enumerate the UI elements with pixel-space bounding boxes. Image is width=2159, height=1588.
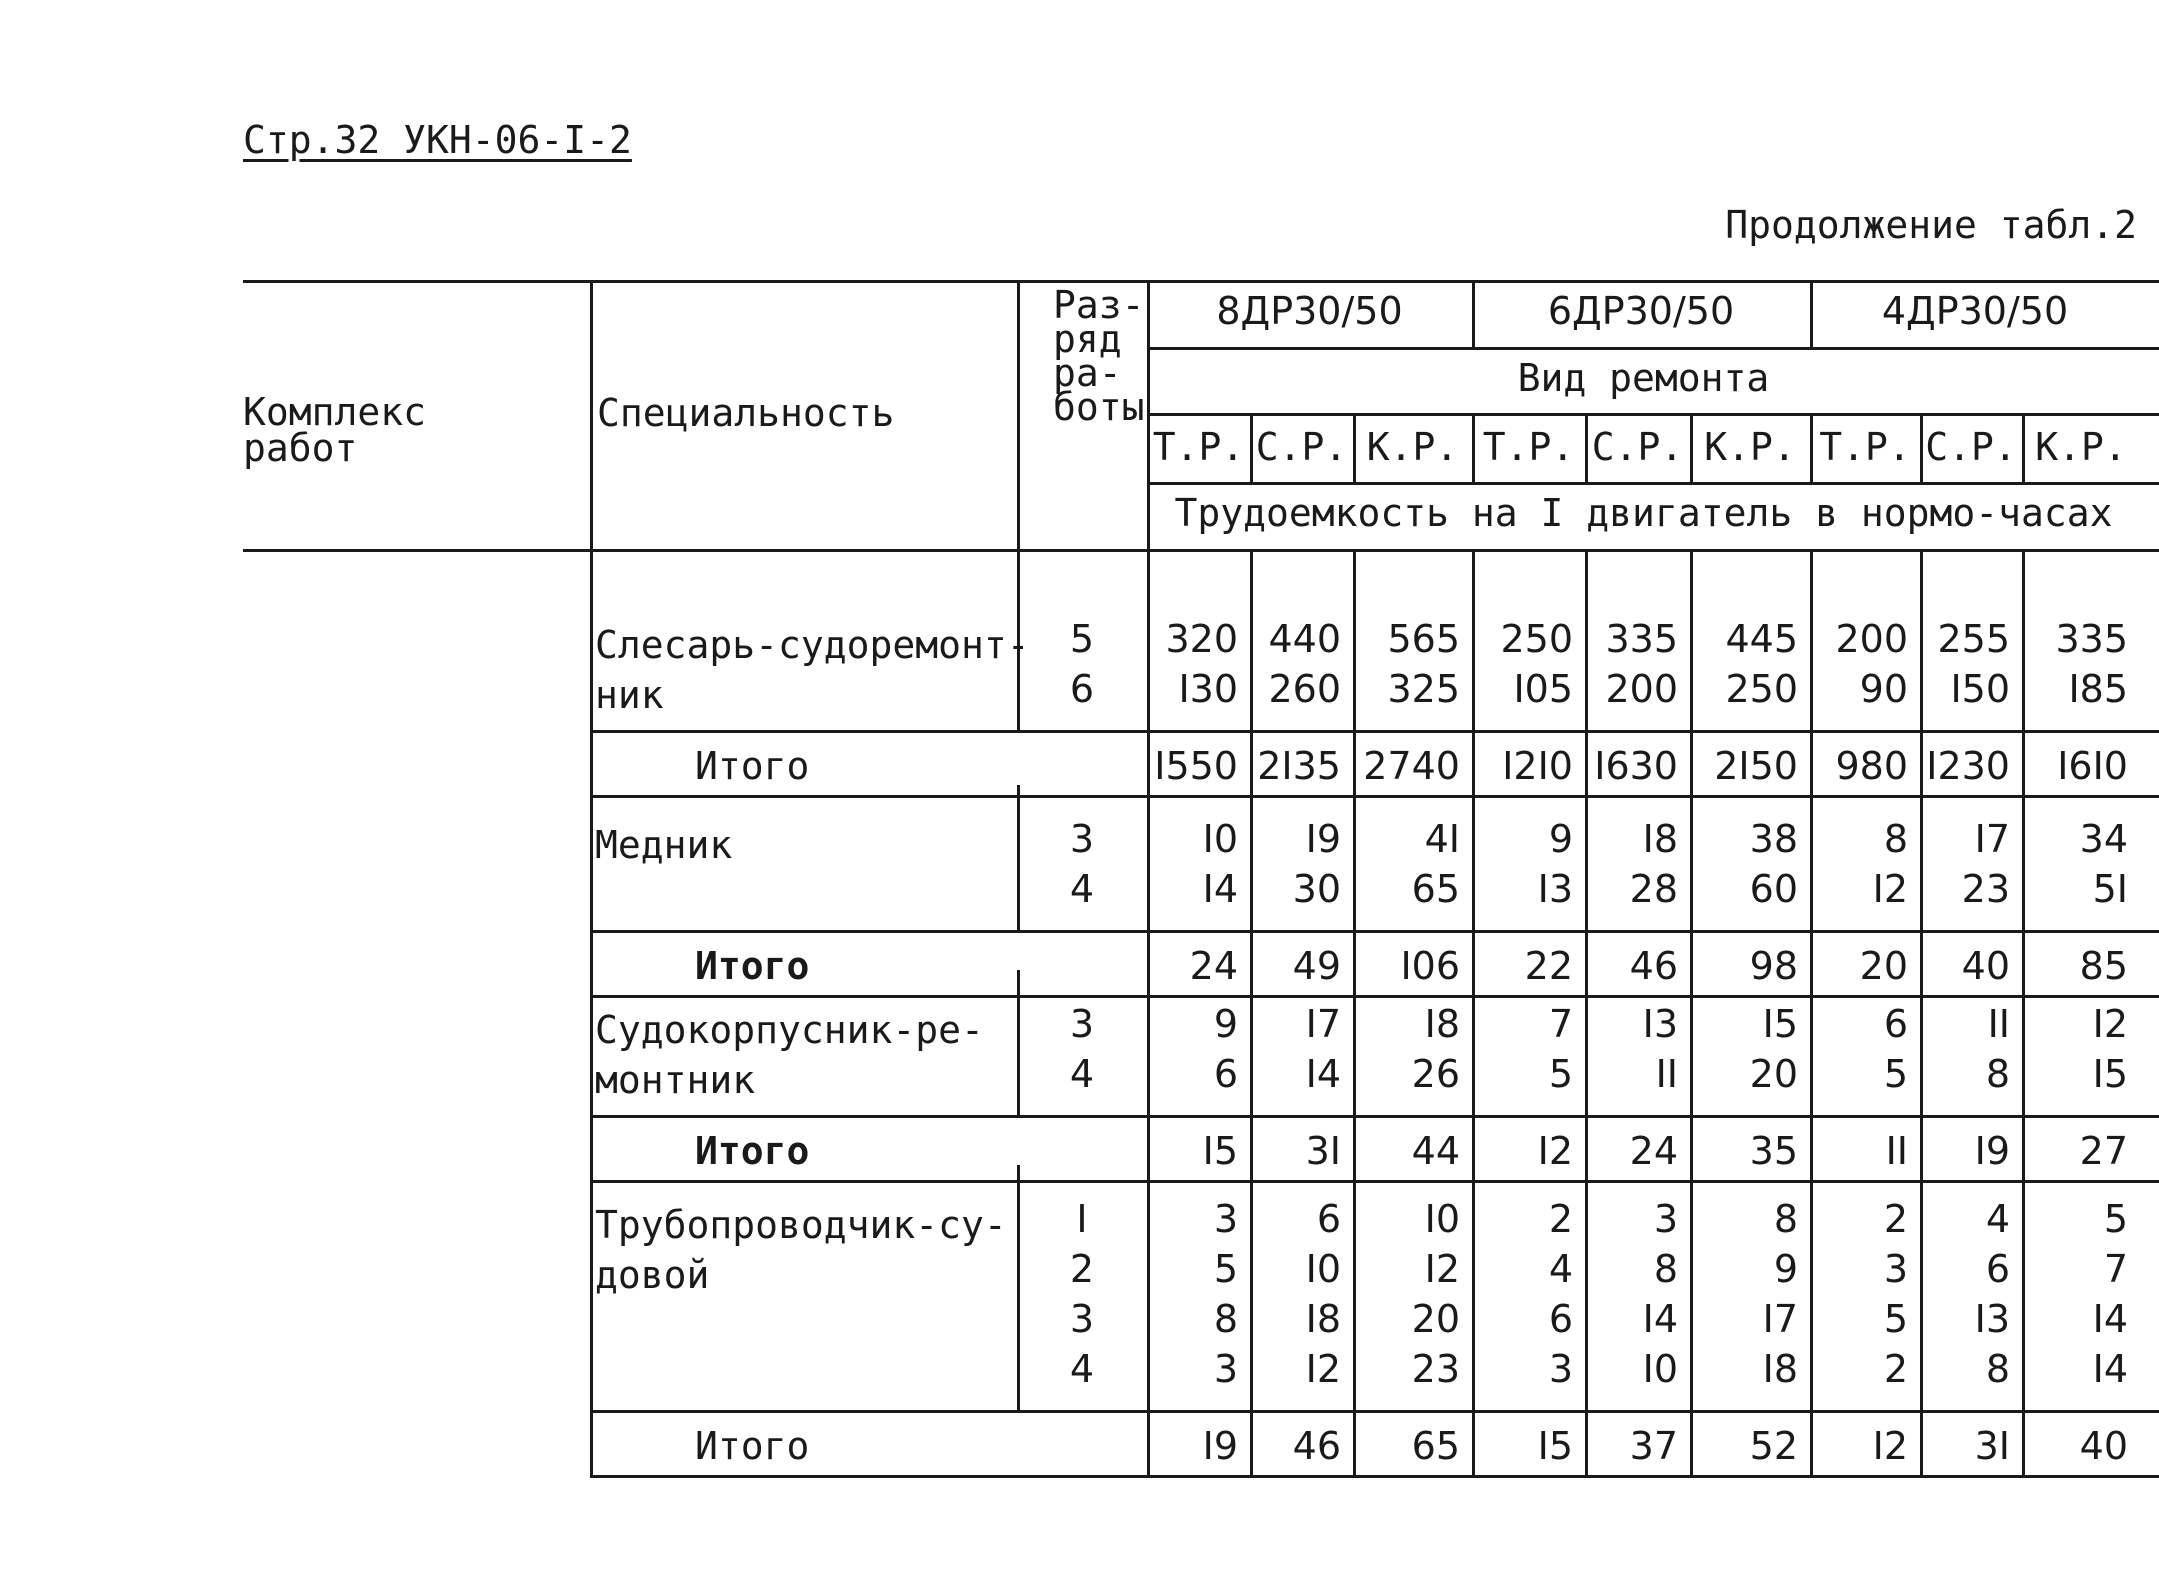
row-left-rule [590,785,593,995]
grade-value: 3 [1069,1297,1095,1341]
total-value: I230 [1926,744,2010,788]
labor-value: 9 [1548,817,1573,861]
labor-value: I4 [1202,867,1238,911]
labor-value: 250 [1500,617,1573,661]
total-top-rule [590,730,2159,733]
labor-value: II [1987,1002,2010,1046]
labor-value: 440 [1268,617,1341,661]
total-value: 2I50 [1714,744,1798,788]
total-value: I2 [1537,1129,1573,1173]
total-value: 40 [2079,1424,2128,1468]
labor-value: 255 [1937,617,2010,661]
repair-type-header: К.Р. [1366,425,1459,469]
labor-value: 3 [1548,1347,1573,1391]
labor-value: 5 [2103,1197,2128,1241]
labor-value: I8 [1762,1347,1798,1391]
labor-value: 9 [1213,1002,1238,1046]
total-top-rule [590,1410,2159,1413]
total-value: 46 [1629,944,1678,988]
labor-value: 20 [1411,1297,1460,1341]
labor-value: I0 [1305,1247,1341,1291]
labor-value: 9 [1773,1247,1798,1291]
repair-type-header: Т.Р. [1482,425,1575,469]
labor-value: I4 [2092,1347,2128,1391]
grade-value: 2 [1069,1247,1095,1291]
total-value: I9 [1974,1129,2010,1173]
grade-value: 5 [1069,617,1095,661]
labor-value: 8 [1653,1247,1678,1291]
labor-value: I7 [1305,1002,1341,1046]
labor-value: 8 [1773,1197,1798,1241]
total-value: I2 [1872,1424,1908,1468]
total-value: 20 [1859,944,1908,988]
grade-value: 6 [1069,667,1095,711]
total-value: 44 [1411,1129,1460,1173]
labor-value: I3 [1642,1002,1678,1046]
labor-value: 23 [1961,867,2010,911]
total-value: 27 [2079,1129,2128,1173]
labor-value: I0 [1202,817,1238,861]
labor-value: 5 [1548,1052,1573,1096]
labor-value: I50 [1950,667,2010,711]
labor-value: I3 [1537,867,1573,911]
labor-value: 200 [1835,617,1908,661]
labor-value: 23 [1411,1347,1460,1391]
row-left-rule [590,970,593,1180]
labor-value: 2 [1883,1197,1908,1241]
total-value: 3I [1974,1424,2010,1468]
grade-value: 4 [1069,1347,1095,1391]
total-value: 98 [1749,944,1798,988]
grade-value: 4 [1069,867,1095,911]
specialty-name: Слесарь-судоремонт- ник [595,623,1030,717]
grade-value: 4 [1069,1052,1095,1096]
specialty-name: Судокорпусник-ре- монтник [595,1008,984,1102]
labor-value: 565 [1387,617,1460,661]
specialty-name: Трубопроводчик-су- довой [595,1203,1007,1297]
labor-value: 8 [1985,1347,2010,1391]
labor-value: I2 [1305,1347,1341,1391]
column-header-complex: Комплекс работ [243,390,427,470]
total-bottom-rule [590,995,2159,998]
total-value: 2740 [1363,744,1460,788]
repair-type-header: С.Р. [1255,425,1348,469]
row-left-rule [590,549,593,795]
labor-value: I8 [1424,1002,1460,1046]
repair-type-rule [1147,413,2159,416]
header-bottom-rule [243,549,2159,552]
labor-value: I7 [1762,1297,1798,1341]
labor-value: 335 [2055,617,2128,661]
labor-value: I8 [1642,817,1678,861]
labor-value: 90 [1859,667,1908,711]
total-value: 24 [1189,944,1238,988]
header-divider-specialty [590,280,593,549]
labor-value: I8 [1305,1297,1341,1341]
grade-value: I [1076,1197,1088,1241]
labor-value: 8 [1883,817,1908,861]
labor-value: 5 [1883,1297,1908,1341]
total-label: Итого [695,944,810,988]
total-value: 2I35 [1257,744,1341,788]
labor-value: 6 [1213,1052,1238,1096]
labor-value: 2 [1548,1197,1573,1241]
total-top-rule [590,1115,2159,1118]
engine-model-2: 6ДР30/50 [1547,289,1735,333]
labor-value: 8 [1985,1052,2010,1096]
column-header-grade: Раз- ряд ра- боты [1053,283,1145,429]
labor-value: II [1655,1052,1678,1096]
total-value: I630 [1594,744,1678,788]
labor-value: I0 [1642,1347,1678,1391]
labor-value: 26 [1411,1052,1460,1096]
labor-value: 7 [1548,1002,1573,1046]
labor-value: I0 [1424,1197,1460,1241]
total-value: 35 [1749,1129,1798,1173]
labor-value: 3 [1213,1197,1238,1241]
labor-value: 2 [1883,1347,1908,1391]
total-value: I550 [1154,744,1238,788]
total-value: I2I0 [1502,744,1573,788]
total-label: Итого [695,1424,810,1468]
engine-model-3: 4ДР30/50 [1881,289,2069,333]
labor-value: I2 [1872,867,1908,911]
labor-value: I4 [2092,1297,2128,1341]
labor-value: 6 [1883,1002,1908,1046]
repair-type-end-rule [1147,482,2159,485]
total-value: I5 [1202,1129,1238,1173]
labor-value: 4I [1424,817,1460,861]
labor-value: 3 [1883,1247,1908,1291]
labor-value: I2 [1424,1247,1460,1291]
total-top-rule [590,930,2159,933]
total-value: I5 [1537,1424,1573,1468]
labor-value: I5 [1762,1002,1798,1046]
total-value: 3I [1305,1129,1341,1173]
repair-type-header: К.Р. [1704,425,1796,469]
repair-type-header: С.Р. [1591,425,1684,469]
labor-value: I4 [1642,1297,1678,1341]
total-value: 40 [1961,944,2010,988]
total-label: Итого [695,744,810,788]
labor-value: 3 [1653,1197,1678,1241]
labor-value: 28 [1629,867,1678,911]
repair-type-header: Т.Р. [1819,425,1911,469]
total-value: 46 [1292,1424,1341,1468]
total-value: 85 [2079,944,2128,988]
total-value: 22 [1524,944,1573,988]
total-bottom-rule [590,795,2159,798]
total-value: I6I0 [2057,744,2128,788]
header-divider-grade [1017,280,1020,549]
labor-value: 20 [1749,1052,1798,1096]
labor-value: 250 [1725,667,1798,711]
total-label: Итого [695,1129,810,1173]
labor-value: I05 [1513,667,1573,711]
labor-value: 325 [1387,667,1460,711]
engine-model-1: 8ДР30/50 [1216,289,1403,333]
total-value: 24 [1629,1129,1678,1173]
total-value: I06 [1400,944,1460,988]
labor-value: 34 [2079,817,2128,861]
labor-value: 5I [2092,867,2128,911]
labor-value: I3 [1974,1297,2010,1341]
labor-value: 4 [1548,1247,1573,1291]
total-bottom-rule [590,1180,2159,1183]
labor-value: 65 [1411,867,1460,911]
total-value: 52 [1749,1424,1798,1468]
labor-value: 335 [1605,617,1678,661]
labor-value: 320 [1165,617,1238,661]
engine-rule [1147,347,2159,350]
labor-value: 8 [1213,1297,1238,1341]
total-bottom-rule [590,1475,2159,1478]
labor-value: 5 [1213,1247,1238,1291]
table-top-rule [243,280,2159,283]
total-value: 65 [1411,1424,1460,1468]
labor-value: 445 [1725,617,1798,661]
labor-value: 38 [1749,817,1798,861]
labor-value: I9 [1305,817,1341,861]
total-value: 37 [1629,1424,1678,1468]
labor-value: I30 [1178,667,1238,711]
labor-value: 7 [2103,1247,2128,1291]
labor-value: 260 [1268,667,1341,711]
grade-value: 3 [1069,1002,1095,1046]
specialty-name: Медник [595,823,733,867]
labor-value: 200 [1605,667,1678,711]
labor-value: I4 [1305,1052,1341,1096]
column-header-specialty: Специальность [597,391,895,435]
labor-value: 30 [1292,867,1341,911]
labor-value: 6 [1985,1247,2010,1291]
total-value: I9 [1202,1424,1238,1468]
labor-value: I5 [2092,1052,2128,1096]
labor-value: 60 [1749,867,1798,911]
table-continuation-label: Продолжение табл.2 [1725,203,2137,247]
page-header: Стр.32 УКН-06-I-2 [243,118,632,162]
labor-value: 3 [1213,1347,1238,1391]
total-value: II [1885,1129,1908,1173]
total-value: 49 [1292,944,1341,988]
repair-type-header: Т.Р. [1152,425,1245,469]
labor-value: 5 [1883,1052,1908,1096]
total-value: 980 [1835,744,1908,788]
repair-type-title: Вид ремонта [1517,356,1770,400]
labor-value: I7 [1974,817,2010,861]
labor-value: 6 [1548,1297,1573,1341]
labor-value: 6 [1316,1197,1341,1241]
unit-caption: Трудоемкость на I двигатель в нормо-часах [1174,491,2113,535]
labor-value: I2 [2092,1002,2128,1046]
row-left-rule [590,1165,593,1475]
labor-value: 4 [1985,1197,2010,1241]
labor-value: I85 [2068,667,2128,711]
repair-type-header: К.Р. [2035,425,2127,469]
grade-value: 3 [1069,817,1095,861]
repair-type-header: С.Р. [1925,425,2017,469]
